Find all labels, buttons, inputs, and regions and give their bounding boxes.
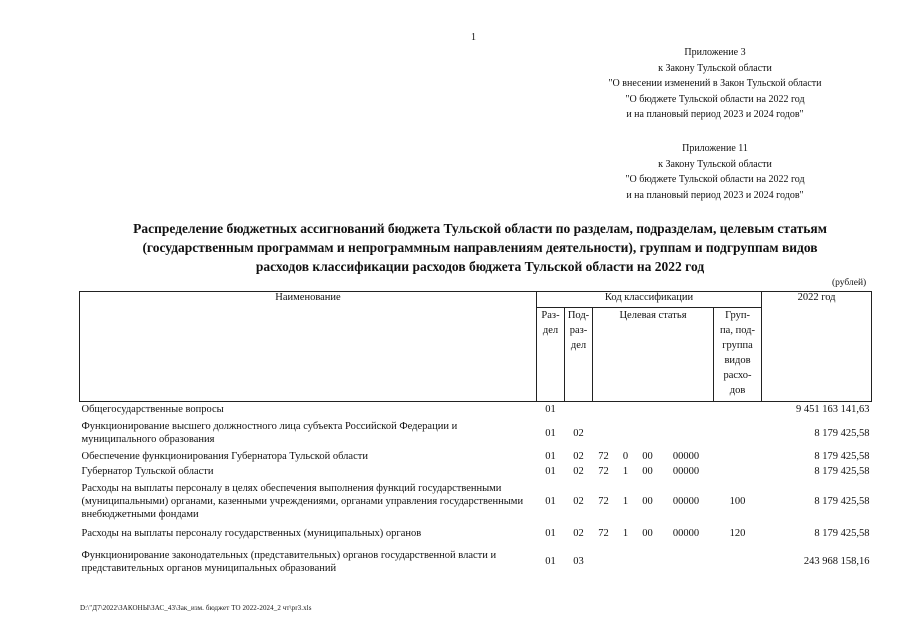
header-target-article: Целевая статья [593, 308, 714, 402]
row-target-1 [593, 542, 615, 582]
table-row [80, 479, 872, 525]
header-subsection-line: дел [570, 340, 587, 351]
header-group [714, 308, 762, 402]
row-target-4 [659, 542, 714, 582]
row-target-3 [637, 542, 659, 582]
row-subsection: 02 [573, 465, 584, 477]
annex-line: "О бюджете Тульской области на 2022 год [625, 93, 805, 105]
title-line: (государственным программам и непрограммным направлениям деятельности), группам и подгруппам видов [142, 240, 818, 255]
row-target-4: 00000 [672, 496, 700, 507]
header-year: 2022 год [762, 292, 872, 402]
row-target-1: 72 [598, 465, 609, 477]
row-target-2 [615, 402, 637, 418]
annex-line: и на плановый период 2023 и 2024 годов" [626, 189, 804, 201]
row-target-1: 72 [598, 527, 609, 539]
row-name: Функционирование законодательных (представительных) органов государственной власти и представительных органов муниципальных образований [81, 549, 497, 574]
annex-line: Приложение 3 [684, 47, 746, 58]
header-name: Наименование [80, 292, 537, 402]
row-section: 01 [545, 465, 556, 477]
row-amount: 8 179 425,58 [814, 427, 870, 439]
header-section-line: Раз- [541, 310, 560, 321]
row-target-4: 00000 [672, 527, 700, 539]
row-target-2: 0 [622, 450, 629, 462]
row-subsection: 02 [573, 496, 584, 507]
annex-line: "О бюджете Тульской области на 2022 год [625, 174, 805, 185]
row-target-4: 00000 [672, 465, 700, 477]
row-target-1 [593, 418, 615, 449]
row-group [714, 418, 762, 449]
row-group: 120 [729, 527, 746, 539]
row-section: 01 [545, 404, 556, 416]
row-group: 100 [729, 496, 746, 507]
table-row [80, 525, 872, 542]
title-line: расходов классификации расходов бюджета Тульской области на 2022 год [255, 259, 705, 274]
annex-line: к Закону Тульской области [658, 158, 772, 170]
header-group-line: видов [724, 355, 751, 366]
footer-file-path: D:\"Д7\2022\ЗАКОНЫ\ЗАС_43\Зак_изм. бюджет ТО 2022-2024_2 чт\pr3.xls [80, 604, 312, 612]
row-subsection: 02 [573, 450, 584, 462]
row-target-3: 00 [642, 496, 653, 507]
row-group [714, 402, 762, 418]
row-name: Губернатор Тульской области [81, 465, 214, 477]
row-name: Расходы на выплаты персоналу в целях обеспечения выполнения функций государственными (муниципальными) органами, казенными учреждениями, органами управления государственными внебюджетными фондами [81, 483, 524, 520]
header-group-line: па, под- [720, 325, 755, 336]
header-group-line: Груп- [725, 310, 750, 321]
row-target-2 [615, 542, 637, 582]
header-subsection-line: раз- [569, 325, 588, 336]
row-name: Обеспечение функционирования Губернатора Тульской области [81, 450, 368, 462]
annex-line: Приложение 11 [682, 143, 748, 154]
row-target-4 [659, 418, 714, 449]
row-target-3: 00 [642, 465, 653, 477]
row-subsection [565, 402, 593, 418]
row-subsection: 02 [573, 527, 584, 539]
row-amount: 8 179 425,58 [814, 465, 870, 477]
row-target-3 [637, 418, 659, 449]
row-target-2: 1 [622, 527, 629, 539]
row-target-2: 1 [622, 465, 629, 477]
header-subsection-line: Под- [567, 310, 590, 321]
row-group [714, 464, 762, 479]
table-row [80, 542, 872, 582]
row-name: Расходы на выплаты персоналу государственных (муниципальных) органов [81, 527, 422, 539]
header-group-line: дов [729, 385, 746, 396]
document-title [60, 219, 900, 276]
row-amount: 9 451 163 141,63 [796, 404, 870, 416]
row-target-1: 72 [598, 496, 609, 507]
row-target-4 [659, 402, 714, 418]
row-section: 01 [545, 427, 556, 439]
row-amount: 8 179 425,58 [814, 450, 870, 462]
row-target-2: 1 [622, 496, 629, 507]
table-row [80, 418, 872, 449]
table-row [80, 449, 872, 464]
row-section: 01 [545, 556, 556, 567]
row-group [714, 542, 762, 582]
annex-header-block-2 [560, 141, 870, 203]
header-group-line: расхо- [723, 370, 752, 381]
row-target-3 [637, 402, 659, 418]
row-section: 01 [545, 450, 556, 462]
row-target-4: 00000 [672, 450, 700, 462]
annex-line: "О внесении изменений в Закон Тульской области [608, 78, 822, 89]
table-row [80, 402, 872, 418]
table-row [80, 464, 872, 479]
row-name: Общегосударственные вопросы [81, 404, 224, 416]
units-label: (рублей) [832, 278, 867, 288]
header-code: Код классификации [537, 292, 762, 308]
header-section-line: дел [542, 325, 559, 336]
row-name: Функционирование высшего должностного лица субъекта Российской Федерации и муниципального образования [81, 421, 458, 445]
page-number: 1 [471, 32, 476, 43]
row-amount: 243 968 158,16 [803, 556, 870, 567]
header-subsection [565, 308, 593, 402]
row-target-3: 00 [642, 527, 653, 539]
row-target-1: 72 [598, 450, 609, 462]
row-amount: 8 179 425,58 [814, 527, 870, 539]
row-group [714, 449, 762, 464]
row-section: 01 [545, 527, 556, 539]
budget-table [79, 291, 872, 582]
row-target-2 [615, 418, 637, 449]
header-group-line: группа [722, 340, 753, 351]
annex-header-block-1 [560, 45, 870, 123]
annex-line: к Закону Тульской области [658, 62, 772, 74]
annex-line: и на плановый период 2023 и 2024 годов" [626, 109, 804, 120]
row-target-1 [593, 402, 615, 418]
header-section [537, 308, 565, 402]
title-line: Распределение бюджетных ассигнований бюджета Тульской области по разделам, подразделам, целевым статьям [133, 221, 827, 236]
row-section: 01 [545, 496, 556, 507]
row-subsection: 03 [573, 556, 584, 567]
row-amount: 8 179 425,58 [814, 496, 870, 507]
row-target-3: 00 [642, 450, 653, 462]
row-subsection: 02 [573, 427, 584, 439]
